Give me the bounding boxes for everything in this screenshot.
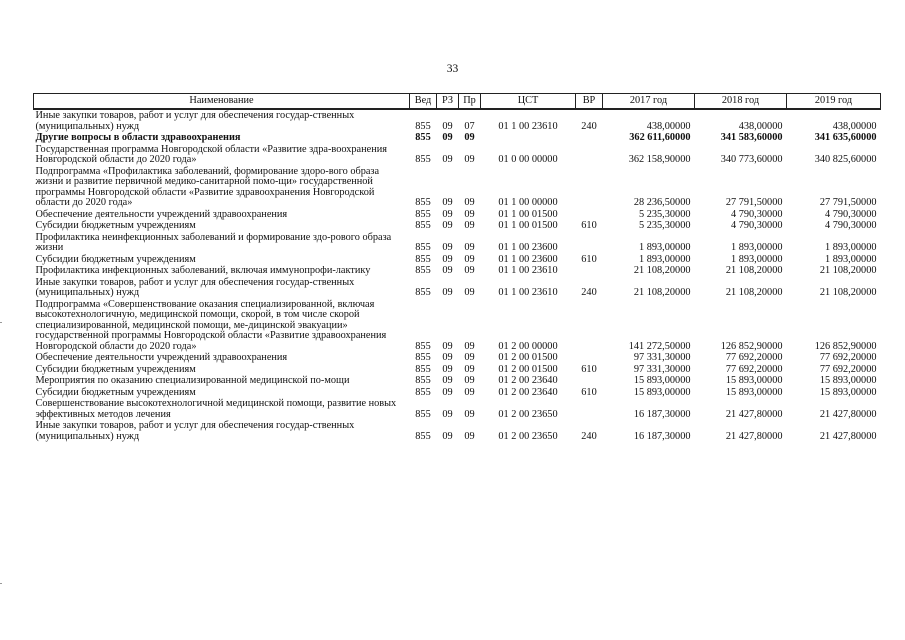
- row-rz: 09: [442, 363, 453, 375]
- row-name: Подпрограмма «Совершенствование оказания специализированной, включая высокотехнологичную, медицинской помощи, скорой, в том числе скорой специализированной, медицинской помощи, ме-дицинской эвакуации» государственной программы Новгородской области «Развитие здравоохранения Новгородской области до 2020 года»: [35, 298, 387, 352]
- row-ved: 855: [415, 220, 431, 231]
- row-value-2019: 1 893,00000: [825, 242, 877, 253]
- row-value-2017: 15 893,00000: [633, 386, 691, 398]
- row-value-2019: 438,00000: [832, 120, 877, 132]
- row-rz: 09: [442, 197, 453, 208]
- col-header-ved: Вед: [410, 94, 437, 110]
- row-ved: 855: [415, 253, 431, 265]
- row-value-2019: 21 108,20000: [819, 287, 877, 298]
- row-pr: 09: [464, 197, 475, 208]
- row-value-2018: 341 583,60000: [720, 132, 783, 143]
- row-rz: 09: [442, 265, 453, 276]
- row-name: Иные закупки товаров, работ и услуг для обеспечения государ-ственных (муниципальных) нужд: [35, 276, 355, 298]
- row-rz: 09: [442, 287, 453, 298]
- row-value-2017: 21 108,20000: [633, 265, 691, 276]
- row-pr: 09: [464, 375, 475, 386]
- row-pr: 09: [464, 253, 475, 265]
- row-cst: 01 1 00 23610: [498, 287, 558, 298]
- table-row: [34, 220, 881, 232]
- row-pr: 09: [464, 340, 475, 352]
- row-pr: 09: [464, 408, 475, 420]
- row-cst: 01 2 00 23640: [498, 386, 558, 398]
- row-vr: 610: [581, 386, 597, 398]
- table-row: [34, 132, 881, 144]
- table-header-row: [34, 94, 881, 110]
- row-ved: 855: [415, 340, 431, 352]
- row-pr: 09: [464, 363, 475, 375]
- row-name: Иные закупки товаров, работ и услуг для обеспечения государ-ственных (муниципальных) нужд: [35, 420, 355, 442]
- row-ved: 855: [415, 363, 431, 375]
- row-value-2019: 21 427,80000: [819, 408, 877, 420]
- row-value-2019: 126 852,90000: [814, 340, 877, 352]
- budget-table: [33, 93, 881, 442]
- col-header-2019: 2019 год: [787, 94, 881, 110]
- row-vr: [576, 166, 603, 209]
- row-ved: 855: [415, 352, 431, 363]
- col-header-cst: ЦСТ: [481, 94, 576, 110]
- row-value-2018: 1 893,00000: [731, 253, 783, 265]
- row-value-2018: 438,00000: [738, 120, 783, 132]
- row-pr: 09: [464, 430, 475, 442]
- row-cst: 01 2 00 00000: [498, 340, 558, 352]
- row-name: Обеспечение деятельности учреждений здравоохранения: [35, 352, 288, 363]
- table-row: [34, 209, 881, 221]
- row-value-2018: 27 791,50000: [725, 197, 783, 208]
- row-vr: [576, 299, 603, 353]
- row-cst: [481, 132, 576, 144]
- row-value-2019: 340 825,60000: [814, 154, 877, 165]
- row-ved: 855: [415, 132, 431, 143]
- table-row: [34, 398, 881, 420]
- table-row: [34, 166, 881, 209]
- row-value-2017: 362 158,90000: [628, 154, 691, 165]
- table-row: [34, 144, 881, 166]
- row-vr: [576, 352, 603, 364]
- row-name: Мероприятия по оказанию специализированной медицинской по-мощи: [35, 375, 350, 386]
- row-value-2019: 15 893,00000: [819, 375, 877, 386]
- row-name: Подпрограмма «Профилактика заболеваний, формирование здоро-вого образа жизни и развитие первичной медико-санитарной помо-щи» государственной программы Новгородской области «Развитие здравоохранения Новгородской области до 2020 года»: [35, 165, 380, 208]
- row-cst: 01 2 00 23650: [498, 430, 558, 442]
- row-pr: 09: [464, 220, 475, 231]
- row-ved: 855: [415, 430, 431, 442]
- col-header-vr: ВР: [576, 94, 603, 110]
- row-vr: 240: [581, 287, 597, 298]
- row-rz: 09: [442, 253, 453, 265]
- row-value-2017: 16 187,30000: [633, 430, 691, 442]
- row-vr: [576, 375, 603, 387]
- row-value-2018: 15 893,00000: [725, 386, 783, 398]
- row-value-2019: 21 427,80000: [819, 430, 877, 442]
- row-name: Иные закупки товаров, работ и услуг для обеспечения государ-ственных (муниципальных) нужд: [35, 110, 355, 132]
- row-pr: 09: [464, 242, 475, 253]
- row-name: Профилактика инфекционных заболеваний, включая иммунопрофи-лактику: [35, 265, 371, 276]
- margin-mark: [0, 322, 2, 323]
- row-value-2017: 5 235,30000: [639, 220, 691, 231]
- row-ved: 855: [415, 386, 431, 398]
- row-value-2017: 15 893,00000: [633, 375, 691, 386]
- row-value-2017: 5 235,30000: [639, 208, 691, 220]
- row-rz: 09: [442, 120, 453, 132]
- table-row: [34, 232, 881, 254]
- row-value-2018: 21 427,80000: [725, 408, 783, 420]
- row-rz: 09: [442, 408, 453, 420]
- row-value-2019: 77 692,20000: [819, 363, 877, 375]
- row-vr: [576, 265, 603, 277]
- row-value-2019: 77 692,20000: [819, 352, 877, 363]
- row-cst: 01 1 00 23600: [498, 253, 558, 265]
- row-rz: 09: [442, 242, 453, 253]
- row-cst: 01 2 00 23640: [498, 375, 558, 386]
- row-name: Субсидии бюджетным учреждениям: [35, 220, 196, 231]
- row-value-2017: 21 108,20000: [633, 287, 691, 298]
- row-cst: 01 1 00 23600: [498, 242, 558, 253]
- table-row: [34, 364, 881, 376]
- row-value-2018: 77 692,20000: [725, 352, 783, 363]
- row-value-2017: 16 187,30000: [633, 408, 691, 420]
- row-rz: 09: [442, 352, 453, 363]
- row-value-2018: 21 427,80000: [725, 430, 783, 442]
- row-vr: 240: [581, 430, 597, 442]
- row-value-2019: 1 893,00000: [825, 253, 877, 265]
- row-name: Обеспечение деятельности учреждений здравоохранения: [35, 208, 288, 220]
- row-vr: 610: [581, 253, 597, 265]
- table-row: [34, 109, 881, 132]
- row-value-2018: 126 852,90000: [720, 340, 783, 352]
- row-value-2017: 97 331,30000: [633, 352, 691, 363]
- table-row: [34, 254, 881, 266]
- row-rz: 09: [442, 430, 453, 442]
- row-value-2017: 141 272,50000: [628, 340, 691, 352]
- row-vr: 610: [581, 363, 597, 375]
- row-vr: [576, 209, 603, 221]
- row-name: Профилактика неинфекционных заболеваний и формирование здо-рового образа жизни: [35, 231, 392, 253]
- row-value-2019: 21 108,20000: [819, 265, 877, 276]
- row-pr: 09: [464, 386, 475, 398]
- row-ved: 855: [415, 265, 431, 276]
- row-value-2017: 97 331,30000: [633, 363, 691, 375]
- row-pr: 09: [464, 208, 475, 220]
- row-pr: 09: [464, 154, 475, 165]
- row-ved: 855: [415, 408, 431, 420]
- row-value-2019: 341 635,60000: [814, 132, 877, 143]
- row-vr: [576, 232, 603, 254]
- margin-mark: [0, 583, 2, 584]
- row-rz: 09: [442, 132, 453, 143]
- row-rz: 09: [442, 154, 453, 165]
- row-ved: 855: [415, 375, 431, 386]
- row-rz: 09: [442, 220, 453, 231]
- row-value-2018: 21 108,20000: [725, 265, 783, 276]
- page-number: 33: [446, 63, 459, 75]
- row-cst: 01 1 00 23610: [498, 120, 558, 132]
- table-row: [34, 299, 881, 353]
- row-vr: [576, 144, 603, 166]
- row-value-2018: 77 692,20000: [725, 363, 783, 375]
- row-value-2019: 27 791,50000: [819, 197, 877, 208]
- row-cst: 01 1 00 01500: [498, 220, 558, 231]
- row-value-2019: 4 790,30000: [825, 220, 877, 231]
- row-cst: 01 1 00 23610: [498, 265, 558, 276]
- table-row: [34, 375, 881, 387]
- row-pr: 09: [464, 352, 475, 363]
- row-rz: 09: [442, 208, 453, 220]
- row-pr: 07: [464, 120, 475, 132]
- row-name: Совершенствование высокотехнологичной медицинской помощи, развитие новых эффективных методов лечения: [35, 398, 397, 420]
- table-row: [34, 387, 881, 399]
- row-value-2018: 15 893,00000: [725, 375, 783, 386]
- row-cst: 01 2 00 01500: [498, 352, 558, 363]
- row-ved: 855: [415, 208, 431, 220]
- row-pr: 09: [464, 287, 475, 298]
- row-ved: 855: [415, 197, 431, 208]
- row-value-2018: 340 773,60000: [720, 154, 783, 165]
- row-vr: [576, 132, 603, 144]
- row-name: Государственная программа Новгородской области «Развитие здра-воохранения Новгородской области до 2020 года»: [35, 143, 387, 165]
- row-name: Другие вопросы в области здравоохранения: [35, 132, 241, 143]
- col-header-2018: 2018 год: [695, 94, 787, 110]
- row-ved: 855: [415, 120, 431, 132]
- col-header-name: Наименование: [34, 94, 410, 110]
- row-rz: 09: [442, 375, 453, 386]
- row-pr: 09: [464, 265, 475, 276]
- table-row: [34, 277, 881, 299]
- table-row: [34, 420, 881, 442]
- row-value-2017: 28 236,50000: [633, 197, 691, 208]
- row-vr: 610: [581, 220, 597, 231]
- col-header-pr: Пр: [459, 94, 481, 110]
- row-value-2017: 438,00000: [646, 120, 691, 132]
- row-pr: 09: [464, 132, 475, 143]
- row-value-2018: 4 790,30000: [731, 208, 783, 220]
- table-row: [34, 265, 881, 277]
- row-value-2017: 1 893,00000: [639, 253, 691, 265]
- row-cst: 01 2 00 01500: [498, 363, 558, 375]
- row-ved: 855: [415, 287, 431, 298]
- row-rz: 09: [442, 386, 453, 398]
- row-value-2017: 1 893,00000: [639, 242, 691, 253]
- row-cst: 01 0 00 00000: [498, 154, 558, 165]
- row-value-2018: 4 790,30000: [731, 220, 783, 231]
- row-cst: 01 1 00 00000: [498, 197, 558, 208]
- row-vr: 240: [581, 120, 597, 132]
- row-ved: 855: [415, 154, 431, 165]
- col-header-2017: 2017 год: [603, 94, 695, 110]
- row-value-2018: 21 108,20000: [725, 287, 783, 298]
- table-row: [34, 352, 881, 364]
- row-value-2019: 4 790,30000: [825, 208, 877, 220]
- row-name: Субсидии бюджетным учреждениям: [35, 253, 196, 265]
- row-name: Субсидии бюджетным учреждениям: [35, 363, 196, 375]
- row-vr: [576, 398, 603, 420]
- row-ved: 855: [415, 242, 431, 253]
- col-header-rz: РЗ: [437, 94, 459, 110]
- row-value-2017: 362 611,60000: [629, 132, 691, 143]
- row-cst: 01 1 00 01500: [498, 208, 558, 220]
- row-value-2018: 1 893,00000: [731, 242, 783, 253]
- row-value-2019: 15 893,00000: [819, 386, 877, 398]
- row-rz: 09: [442, 340, 453, 352]
- row-name: Субсидии бюджетным учреждениям: [35, 386, 196, 398]
- row-cst: 01 2 00 23650: [498, 408, 558, 420]
